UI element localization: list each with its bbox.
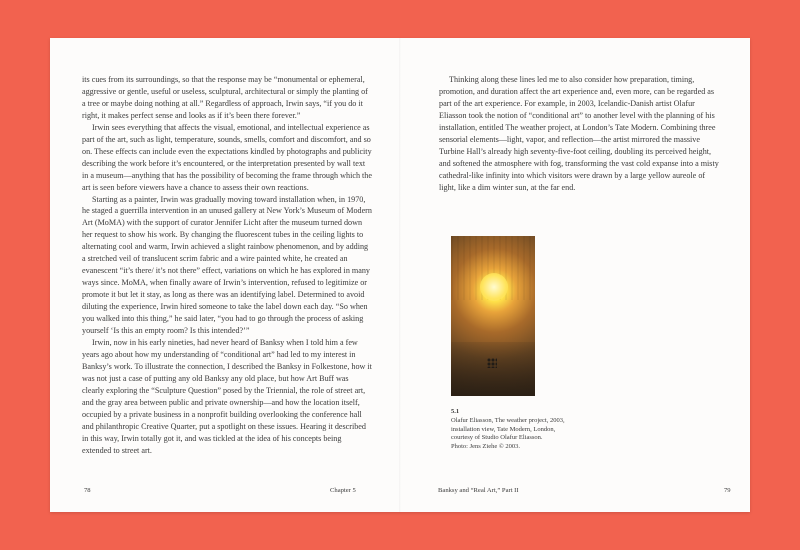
figure-number: 5.1 — [451, 408, 460, 415]
figure-sun — [480, 273, 508, 301]
paragraph: Irwin, now in his early nineties, had never heard of Banksy when I told him a few years ago about how my understanding of “conditional art” had led to my interest in Banksy’s work. To illustrate the connection, I described the Banksy in Folkestone, how it was not just a case of putting any old Banksy any old place, but how Art Buff was clearly exploring the “Sculpture Question” posed by the Triennial, the role of street art, and the gray area between public and private ownership—and how the location itself, occupied by a private business in a nonprofit building overlooking the conference hall and philanthropic Creative Quarter, put a spotlight on these issues. Hearing it described in this way, Irwin totally got it, and was tickled at the idea of his concepts being extended to street art. — [82, 337, 372, 455]
left-page — [50, 38, 400, 512]
book-spread — [50, 38, 750, 512]
paragraph: Starting as a painter, Irwin was gradually moving toward installation when, in 1970, he staged a guerrilla intervention in an unused gallery at New York’s Museum of Modern Art (MoMA) with the support of curator Jennifer Licht after the museum turned down her request to show his work. By changing the fluorescent tubes in the ceiling lights to alternating cool and warm, Irwin achieved a slight rainbow phenomenon, and by adding a stretched veil of translucent scrim fabric and a wire painted white, he created an evanescent “it’s there/ it’s not there” effect, variations on which he has explored in many ways since. MoMA, when finally aware of Irwin’s intervention, refused to legitimize or promote it but let it stay, as long as there was an identifying label. Determined to avoid diluting the experience, Irwin hired someone to take the label down each day. “So when you walked into this thing,” he said later, “you had to go through the process of asking yourself ‘Is this an empty room? Is this intended?’” — [82, 194, 372, 336]
figure-caption — [451, 408, 591, 452]
page-number: 79 — [724, 487, 731, 494]
paragraph: its cues from its surroundings, so that the response may be “monumental or ephemeral, aggressive or gentle, useful or useless, sculptural, architectural or simply the planting of a tree or maybe doing nothing at all.” Regardless of approach, Irwin says, “if you do it right, it makes perfect sense and looks as if it’s been there forever.” — [82, 75, 368, 120]
figure-visitors — [487, 358, 497, 368]
running-head: Chapter 5 — [330, 487, 356, 494]
caption-line: Photo: Jens Ziehe © 2003. — [451, 443, 521, 451]
left-page-body — [82, 74, 372, 457]
running-head: Banksy and “Real Art,” Part II — [438, 487, 519, 494]
paragraph: Irwin sees everything that affects the visual, emotional, and intellectual experience as part of the art, such as light, temperature, sounds, smells, comfort and discomfort, and so on. These effects can include even the expectations kindled by photographs and publicity describing the work before it’s encountered, or the interpretation presented by wall text in a museum—anything that has the possibility of becoming the frame through which the art is seen before viewers have a chance to assess their own reactions. — [82, 122, 372, 192]
page-number: 78 — [84, 487, 91, 494]
caption-line: Olafur Eliasson, The weather project, 2003, — [451, 416, 565, 424]
figure-floor — [451, 342, 535, 396]
caption-line: courtesy of Studio Olafur Eliasson. — [451, 434, 543, 442]
right-page-body — [439, 74, 721, 194]
figure-image-weather-project — [451, 236, 535, 396]
paragraph: Thinking along these lines led me to also consider how preparation, timing, promotion, and duration affect the art experience and, even more, can be regarded as part of the art experience. For example, in 2003, Icelandic-Danish artist Olafur Eliasson took the notion of “conditional art” to another level with the planning of his installation, entitled The weather project, at London’s Tate Modern. Combining three sensorial elements—light, vapor, and reflection—the artist mirrored the massive Turbine Hall’s already high seventy-five-foot ceiling, doubling its perceived height, and softened the atmosphere with fog, transforming the vast cold expanse into a misty cathedral-like infinity into which visitors were drawn by a large yellow aureole of light, like a dim winter sun, at the far end. — [439, 75, 719, 192]
caption-line: installation view, Tate Modern, London, — [451, 425, 556, 433]
right-page — [400, 38, 750, 512]
